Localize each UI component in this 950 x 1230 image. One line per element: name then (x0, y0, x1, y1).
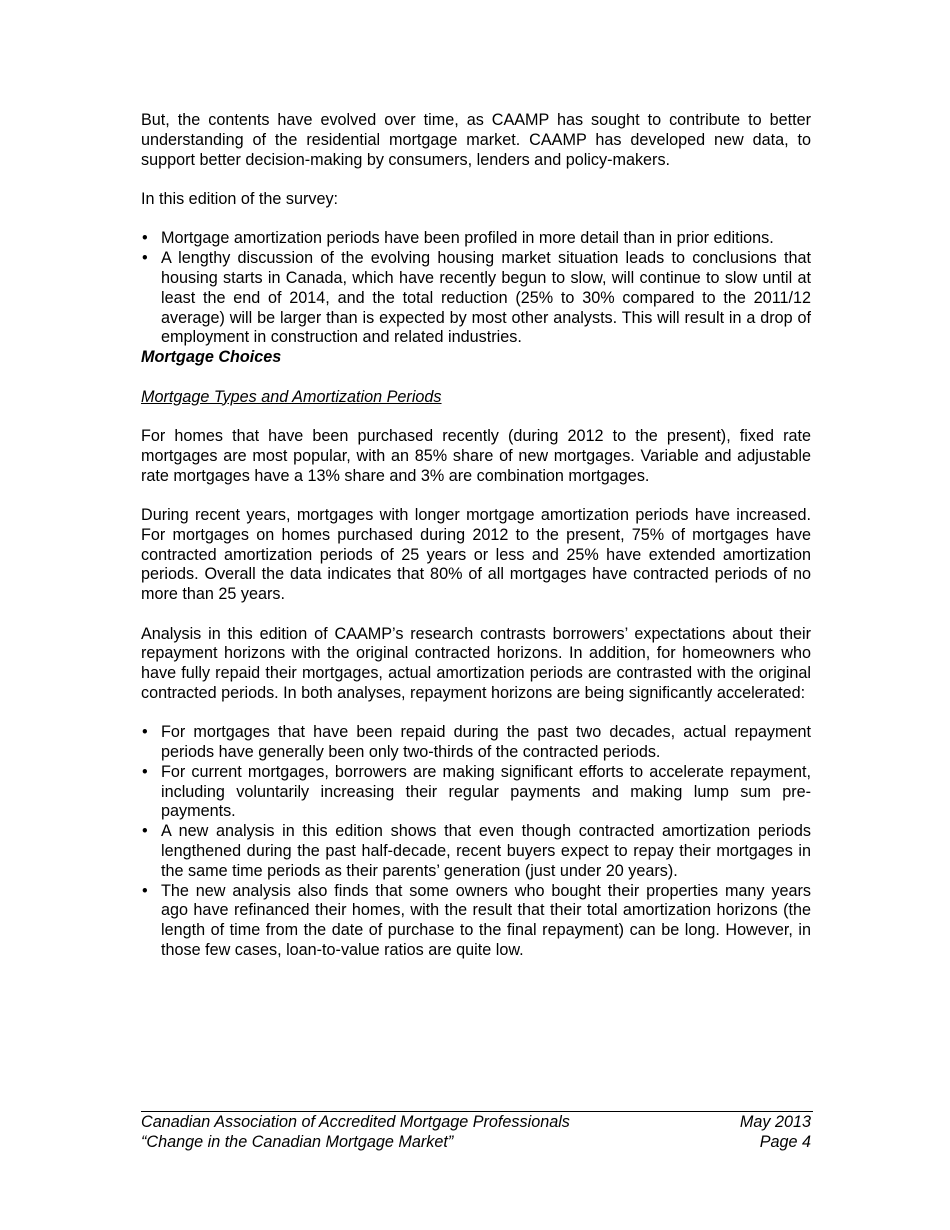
page-footer (141, 1111, 813, 1153)
intro-paragraph: But, the contents have evolved over time, as CAAMP has sought to contribute to better understanding of the residential mortgage market. CAAMP has developed new data, to support better decision-making by consumers, lenders and policy-makers. (141, 111, 811, 169)
intro-lead: In this edition of the survey: (141, 189, 339, 208)
findings-bullet-list (141, 723, 811, 961)
body-paragraph: For homes that have been purchased recently (during 2012 to the present), fixed rate mortgages are most popular, with an 85% share of new mortgages. Variable and adjustable rate mortgages have a 13% share and 3% are combination mortgages. (141, 426, 811, 485)
footer-report-title: “Change in the Canadian Mortgage Market” (141, 1132, 454, 1151)
list-item: • A lengthy discussion of the evolving housing market situation leads to conclusions that housing starts in Canada, which have recently begun to slow, will continue to slow until at least the end of 2014, and the total reduction (25% to 30% compared to the 2011/12 average) will be larger than is expected by most other analysts. This will result in a drop of employment in construction and related industries. (141, 249, 811, 348)
list-item: • For current mortgages, borrowers are making significant efforts to accelerate repayment, including voluntarily increasing their regular payments and making lump sum pre-payments. (141, 763, 811, 822)
body-paragraph: During recent years, mortgages with longer mortgage amortization periods have increased. For mortgages on homes purchased during 2012 to the present, 75% of mortgages have contracted amortization periods of 25 years or less and 25% have extended amortization periods. Overall the data indicates that 80% of all mortgages have contracted periods of no more than 25 years. (141, 505, 811, 604)
footer-page-number: Page 4 (759, 1132, 811, 1151)
list-item: • The new analysis also finds that some owners who bought their properties many years ago have refinanced their homes, with the result that their total amortization horizons (the length of time from the date of purchase to the final repayment) can be long. However, in those few cases, loan-to-value ratios are quite low. (141, 882, 811, 961)
list-item: • Mortgage amortization periods have been profiled in more detail than in prior editions. (141, 229, 811, 249)
section-heading: Mortgage Choices (141, 348, 282, 367)
subsection-heading: Mortgage Types and Amortization Periods (141, 387, 442, 406)
footer-date: May 2013 (739, 1113, 811, 1131)
list-item: • A new analysis in this edition shows that even though contracted amortization periods lengthened during the past half-decade, recent buyers expect to repay their mortgages in the same time periods as their parents’ generation (just under 20 years). (141, 822, 811, 881)
intro-bullet-list (141, 229, 811, 348)
document-body (141, 111, 811, 961)
list-item: • For mortgages that have been repaid during the past two decades, actual repayment periods have generally been only two-thirds of the contracted periods. (141, 723, 811, 763)
body-paragraph: Analysis in this edition of CAAMP’s research contrasts borrowers’ expectations about their repayment horizons with the original contracted horizons. In addition, for homeowners who have fully repaid their mortgages, actual amortization periods are contrasted with the original contracted periods. In both analyses, repayment horizons are being significantly accelerated: (141, 624, 811, 702)
footer-organization: Canadian Association of Accredited Mortgage Professionals (141, 1113, 570, 1131)
